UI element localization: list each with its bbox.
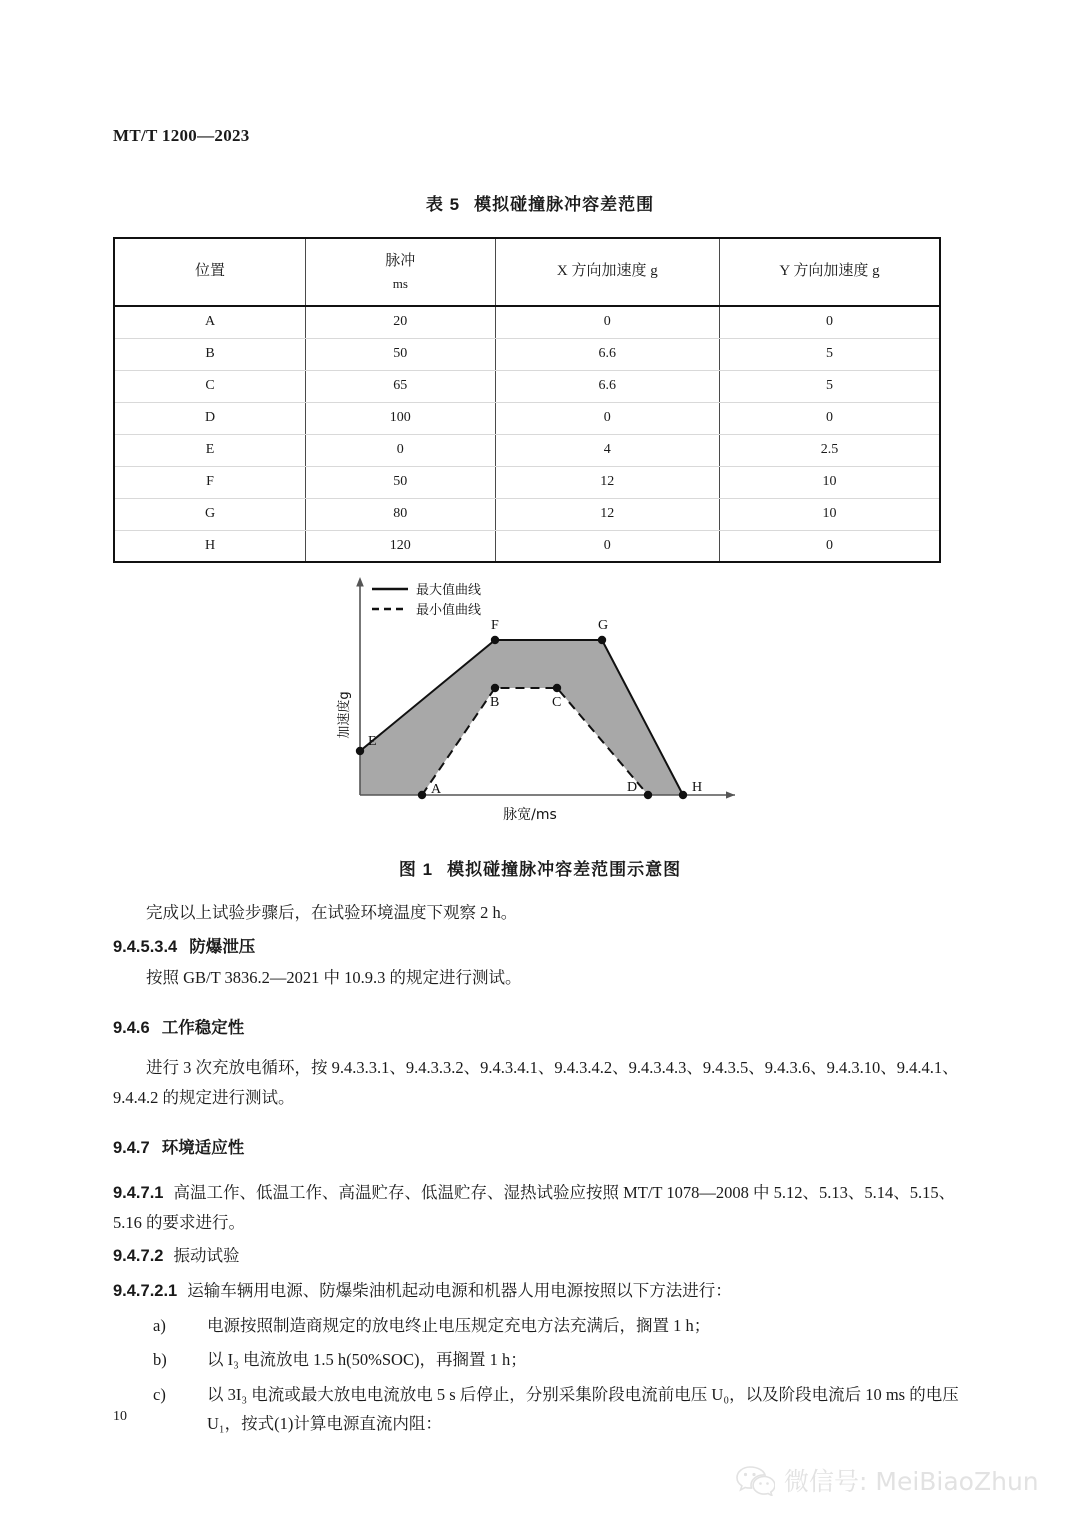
cell-y-accel: 0	[720, 402, 940, 434]
point-label-A: A	[431, 782, 442, 797]
point-label-G: G	[598, 618, 609, 633]
point-marker-F	[491, 636, 499, 644]
tolerance-band-fill	[360, 640, 683, 795]
clause-9-4-7-2-1-text: 运输车辆用电源、防爆柴油机起动电源和机器人用电源按照以下方法进行：	[187, 1280, 732, 1300]
y-axis-arrow	[356, 577, 364, 587]
list-item-text: 以 3I₃ 电流或最大放电电流放电 5 s 后停止，分别采集阶段电流前电压 U₀，以及阶段电流后 10 ms 的电压 U₁，按式(1)计算电源直流内阻：	[207, 1384, 959, 1434]
table-row	[114, 306, 940, 338]
clause-9-4-7-2-number: 9.4.7.2	[113, 1247, 164, 1266]
wechat-watermark	[735, 1462, 1039, 1498]
cell-x-accel: 0	[495, 306, 719, 338]
table-5-wrapper	[113, 237, 941, 563]
clause-9-4-7-title: 环境适应性	[161, 1139, 245, 1158]
column-header-position-label: 位置	[195, 263, 226, 280]
clause-9-4-6-number: 9.4.6	[113, 1019, 150, 1038]
cell-pulse: 65	[306, 370, 496, 402]
point-label-H: H	[692, 780, 703, 795]
body-content	[113, 898, 973, 1438]
cell-y-accel: 5	[720, 338, 940, 370]
page-number: 10	[113, 1409, 127, 1424]
simulated-crash-pulse-tolerance-table	[113, 237, 941, 563]
clause-9-4-7-2-1-number: 9.4.7.2.1	[113, 1281, 178, 1300]
cell-x-accel: 0	[495, 402, 719, 434]
list-item	[113, 1345, 973, 1374]
cell-y-accel: 0	[720, 530, 940, 562]
cell-position: C	[114, 370, 306, 402]
cell-x-accel: 6.6	[495, 370, 719, 402]
cell-x-accel: 4	[495, 434, 719, 466]
standard-code: MT/T 1200—2023	[113, 126, 250, 145]
cell-pulse: 0	[306, 434, 496, 466]
column-header-x-accel-label: X 方向加速度 g	[556, 263, 658, 280]
clause-9-4-7-2-heading	[113, 1241, 973, 1271]
cell-pulse: 100	[306, 402, 496, 434]
cell-x-accel: 12	[495, 466, 719, 498]
cell-y-accel: 2.5	[720, 434, 940, 466]
point-marker-B	[491, 684, 499, 692]
column-header-position	[114, 238, 306, 306]
note-after-figure: 完成以上试验步骤后，在试验环境温度下观察 2 h。	[146, 903, 518, 922]
point-label-D: D	[627, 780, 638, 795]
spacer	[113, 1112, 973, 1128]
cell-x-accel: 0	[495, 530, 719, 562]
list-item-text: 电源按照制造商规定的放电终止电压规定充电方法充满后，搁置 1 h；	[207, 1315, 711, 1335]
clause-9-4-7-1-text: 高温工作、低温工作、高温贮存、低温贮存、湿热试验应按照 MT/T 1078—2008 中 5.12、5.13、5.14、5.15、5.16 的要求进行。	[113, 1182, 956, 1232]
cell-pulse: 50	[306, 466, 496, 498]
cell-pulse: 80	[306, 498, 496, 530]
cell-pulse: 20	[306, 306, 496, 338]
cell-y-accel: 5	[720, 370, 940, 402]
table-header-row	[114, 238, 940, 306]
clause-9-4-6-heading	[113, 1014, 973, 1043]
list-item	[113, 1380, 973, 1439]
cell-x-accel: 12	[495, 498, 719, 530]
procedure-list	[113, 1311, 973, 1438]
list-item-marker: c)	[153, 1384, 166, 1404]
point-label-E: E	[368, 734, 377, 749]
clause-9-4-6-body: 进行 3 次充放电循环，按 9.4.3.3.1、9.4.3.3.2、9.4.3.4.1、9.4.3.4.2、9.4.3.4.3、9.4.3.5、9.4.3.6、9.4.3.10、9.4.4.1、9.4.4.2 的规定进行测试。	[113, 1058, 959, 1107]
cell-position: H	[114, 530, 306, 562]
clause-9-4-7-1-number: 9.4.7.1	[113, 1183, 164, 1202]
clause-9-4-7-number: 9.4.7	[113, 1139, 150, 1158]
point-label-B: B	[490, 695, 500, 710]
cell-position: A	[114, 306, 306, 338]
table-row	[114, 338, 940, 370]
table-caption	[0, 190, 1080, 215]
x-axis-title: 脉宽/ms	[503, 807, 557, 823]
clause-9-4-7-1	[113, 1178, 973, 1238]
point-marker-E	[356, 747, 364, 755]
cell-position: D	[114, 402, 306, 434]
table-row	[114, 530, 940, 562]
point-marker-C	[553, 684, 561, 692]
table-body	[114, 306, 940, 562]
column-header-y-accel-label: Y 方向加速度 g	[779, 263, 880, 280]
column-header-pulse	[306, 238, 496, 306]
list-item-marker: a)	[153, 1315, 166, 1335]
watermark-text: 微信号: MeiBiaoZhun	[784, 1467, 1039, 1496]
point-marker-D	[644, 791, 652, 799]
clause-9-4-7-2-title: 振动试验	[173, 1246, 240, 1266]
point-label-F: F	[491, 618, 499, 633]
cell-pulse: 50	[306, 338, 496, 370]
clause-9-4-7-heading	[113, 1134, 973, 1163]
cell-pulse: 120	[306, 530, 496, 562]
clause-9-4-5-3-4-number: 9.4.5.3.4	[113, 938, 178, 957]
cell-x-accel: 6.6	[495, 338, 719, 370]
legend-label-max: 最大值曲线	[416, 583, 482, 598]
table-row	[114, 466, 940, 498]
figure-caption	[0, 855, 1080, 880]
cell-y-accel: 0	[720, 306, 940, 338]
clause-9-4-5-3-4-body: 按照 GB/T 3836.2—2021 中 10.9.3 的规定进行测试。	[146, 967, 522, 987]
figure-caption-text: 模拟碰撞脉冲容差范围示意图	[447, 860, 682, 879]
column-header-pulse-unit: ms	[392, 275, 408, 291]
column-header-pulse-label: 脉冲	[385, 253, 416, 270]
cell-position: F	[114, 466, 306, 498]
table-caption-text: 模拟碰撞脉冲容差范围	[474, 195, 655, 214]
table-row	[114, 402, 940, 434]
table-row	[114, 434, 940, 466]
point-label-C: C	[552, 695, 562, 710]
cell-position: B	[114, 338, 306, 370]
crash-pulse-tolerance-diagram	[330, 565, 750, 825]
list-item-text: 以 I₃ 电流放电 1.5 h(50%SOC)，再搁置 1 h；	[207, 1350, 527, 1370]
list-item-marker: b)	[153, 1350, 167, 1370]
x-axis-arrow	[726, 791, 735, 798]
table-row	[114, 370, 940, 402]
spacer	[113, 1043, 973, 1053]
clause-9-4-7-2-1	[113, 1276, 973, 1306]
column-header-x-accel	[495, 238, 719, 306]
cell-position: E	[114, 434, 306, 466]
cell-y-accel: 10	[720, 466, 940, 498]
figure-1-area	[0, 565, 1080, 825]
table-row	[114, 498, 940, 530]
table-caption-number: 表 5	[425, 195, 461, 214]
cell-position: G	[114, 498, 306, 530]
point-marker-A	[418, 791, 426, 799]
spacer	[113, 1164, 973, 1174]
y-axis-title: 加速度g	[337, 691, 352, 739]
legend-label-min: 最小值曲线	[416, 603, 482, 618]
document-running-header	[113, 126, 250, 146]
column-header-y-accel	[720, 238, 940, 306]
point-marker-G	[598, 636, 606, 644]
point-marker-H	[679, 791, 687, 799]
list-item	[113, 1311, 973, 1340]
clause-9-4-5-3-4-heading	[113, 933, 973, 962]
cell-y-accel: 10	[720, 498, 940, 530]
clause-9-4-6-title: 工作稳定性	[161, 1019, 245, 1038]
figure-caption-number: 图 1	[398, 860, 434, 879]
wechat-icon	[735, 1464, 775, 1496]
clause-9-4-5-3-4-title: 防爆泄压	[189, 938, 256, 957]
spacer	[113, 992, 973, 1008]
